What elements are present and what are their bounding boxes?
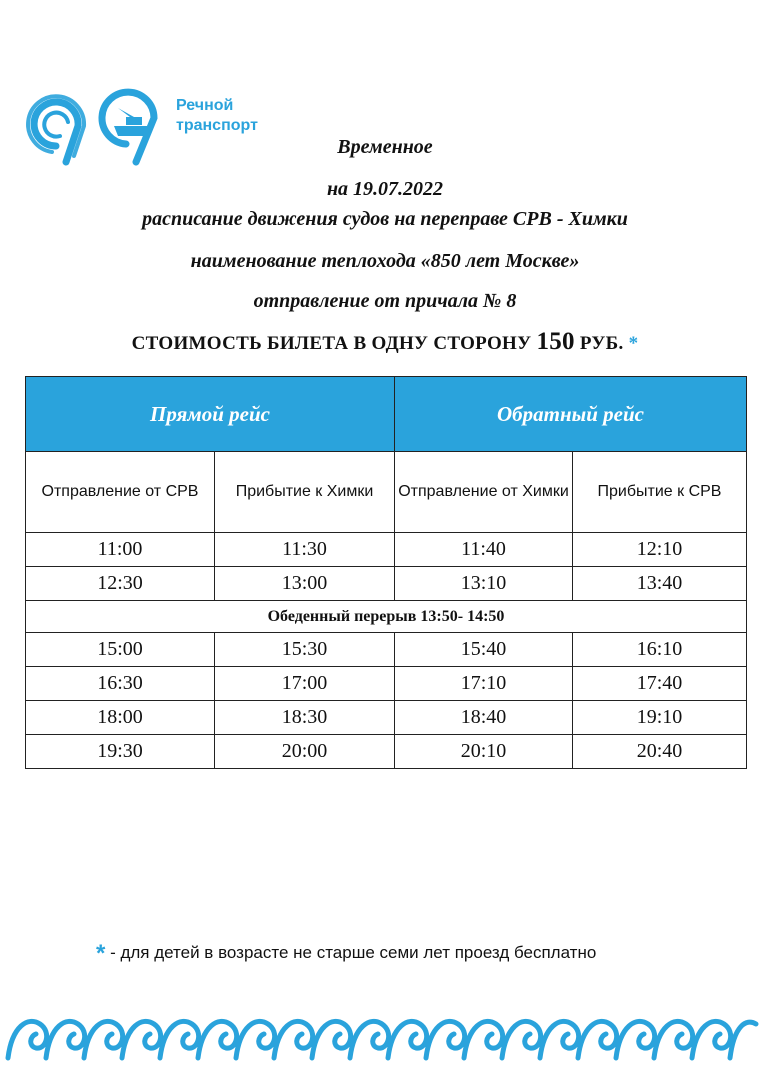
brand-line-2: транспорт [176,117,258,134]
time-cell: 15:30 [215,633,395,667]
table-row [26,567,747,601]
time-cell: 17:00 [215,667,395,701]
time-cell: 16:10 [573,633,747,667]
time-cell: 18:00 [26,701,215,735]
ticket-price [0,328,762,356]
price-prefix: СТОИМОСТЬ БИЛЕТА В ОДНУ СТОРОНУ [131,333,532,354]
title: Временное [337,136,433,158]
vessel-line: наименование теплохода «850 лет Москве» [190,250,580,272]
time-cell: 18:40 [395,701,573,735]
return-trip-header: Обратный рейс [395,377,747,452]
time-cell: 11:30 [215,533,395,567]
time-cell: 13:00 [215,567,395,601]
table-row [26,701,747,735]
col-arrive-khimki: Прибытие к Химки [215,452,395,533]
time-cell: 15:00 [26,633,215,667]
route-line: расписание движения судов на переправе СРВ - Химки [142,208,628,230]
time-cell: 11:00 [26,533,215,567]
col-arrive-srv: Прибытие к СРВ [573,452,747,533]
time-cell: 12:10 [573,533,747,567]
price-amount: 150 [536,328,575,355]
table-row [26,533,747,567]
lunch-break-row [26,601,747,633]
time-cell: 13:10 [395,567,573,601]
time-cell: 15:40 [395,633,573,667]
direction-header-row [26,377,747,452]
brand-line-1: Речной [176,97,234,114]
time-cell: 20:40 [573,735,747,769]
time-cell: 17:40 [573,667,747,701]
price-currency: РУБ. [579,333,624,354]
price-footnote-star: * [628,333,639,354]
lunch-break-label: Обеденный перерыв 13:50- 14:50 [26,601,747,633]
footnote [96,940,596,968]
footnote-star: * [96,940,106,967]
col-depart-khimki: Отправление от Химки [395,452,573,533]
time-cell: 19:10 [573,701,747,735]
schedule-table [25,376,747,769]
footnote-text: - для детей в возрасте не старше семи лет проезд бесплатно [110,943,597,962]
brand-name [176,96,258,136]
time-cell: 20:00 [215,735,395,769]
col-depart-srv: Отправление от СРВ [26,452,215,533]
time-cell: 11:40 [395,533,573,567]
time-cell: 18:30 [215,701,395,735]
time-cell: 16:30 [26,667,215,701]
time-cell: 17:10 [395,667,573,701]
wave-border-decoration [0,998,762,1068]
table-row [26,735,747,769]
table-row [26,633,747,667]
table-row [26,667,747,701]
pier-line: отправление от причала № 8 [253,290,517,312]
date-line: на 19.07.2022 [326,178,444,200]
time-cell: 20:10 [395,735,573,769]
time-cell: 12:30 [26,567,215,601]
forward-trip-header: Прямой рейс [26,377,395,452]
column-header-row [26,452,747,533]
time-cell: 13:40 [573,567,747,601]
time-cell: 19:30 [26,735,215,769]
